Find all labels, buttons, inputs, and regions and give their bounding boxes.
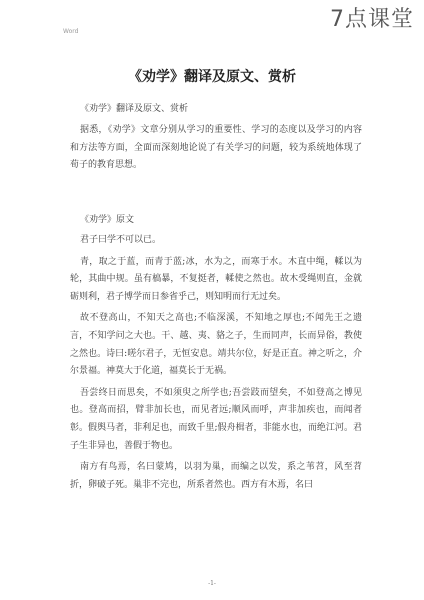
body-paragraphs — [70, 232, 362, 494]
intro-paragraph-block — [70, 122, 362, 175]
intro-heading: 《劝学》翻译及原文、赏析 — [80, 104, 189, 114]
section-heading: 《劝学》原文 — [80, 215, 135, 225]
paragraph: 青，取之于蓝，而青于蓝;冰，水为之，而寒于水。木直中绳，輮以为轮，其曲中规。虽有槁暴，不复挺者，輮使之然也。故木受绳则直，金就砺则利，君子博学而日参省乎己，则知明而行无过矣。 — [70, 256, 362, 302]
paragraph: 故不登高山，不知天之高也;不临深溪，不知地之厚也;不闻先王之遗言，不知学问之大也。干、越、夷、貉之子，生而同声，长而异俗，教使之然也。诗曰:嗟尔君子，无恒安息。靖共尔位，好是正直。神之听之，介尔景福。神莫大于化道，福莫长于无祸。 — [70, 313, 362, 377]
paragraph: 君子曰学不可以已。 — [80, 235, 162, 245]
paragraph: 南方有鸟焉，名曰蒙鸠，以羽为巢，而编之以发，系之苇苕，风至苕折，卵破子死。巢非不完也，所系者然也。西方有木焉，名曰 — [70, 462, 362, 490]
document-title: 《劝学》翻译及原文、赏析 — [128, 69, 296, 85]
app-label: Word — [63, 28, 79, 35]
intro-paragraph: 据悉，《劝学》文章分别从学习的重要性、学习的态度以及学习的内容和方法等方面，全面而深刻地论说了有关学习的问题，较为系统地体现了荀子的教育思想。 — [70, 125, 362, 171]
page-number: -1- — [208, 580, 216, 587]
paragraph: 吾尝终日而思矣，不如须臾之所学也;吾尝跂而望矣，不如登高之博见也。登高而招，臂非加长也，而见者远;顺风而呼，声非加疾也，而闻者彰。假舆马者，非利足也，而致千里;假舟楫者，非能水也，而绝江河。君子生非异也，善假于物也。 — [70, 387, 362, 451]
watermark-logo: 7点课堂 — [330, 7, 414, 32]
